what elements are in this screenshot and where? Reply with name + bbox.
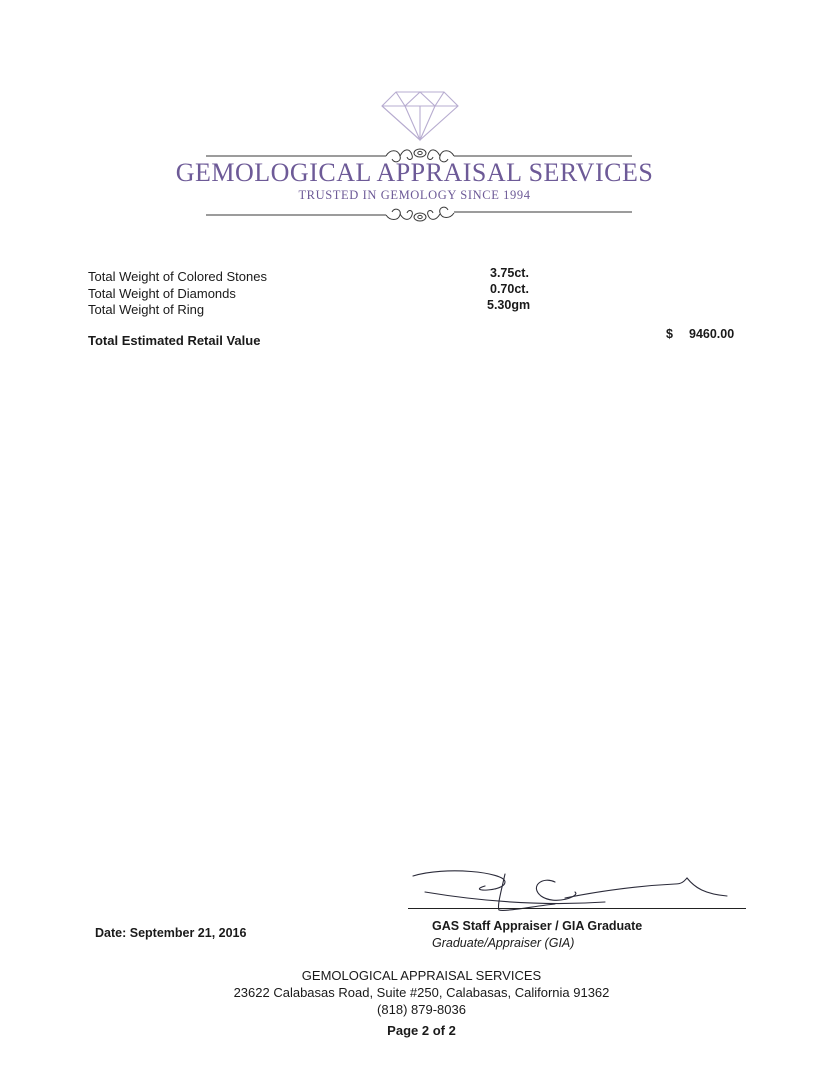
appraisal-date: Date: September 21, 2016 (95, 926, 247, 940)
signature-line (408, 908, 746, 909)
total-currency-symbol: $ (666, 327, 673, 341)
logo-tagline: TRUSTED IN GEMOLOGY SINCE 1994 (298, 188, 531, 202)
diamond-icon (382, 92, 458, 140)
appraiser-subtitle: Graduate/Appraiser (GIA) (432, 936, 575, 950)
colored-stones-weight-label: Total Weight of Colored Stones (88, 269, 267, 284)
company-logo (0, 0, 829, 240)
footer-address: 23622 Calabasas Road, Suite #250, Calabasas, California 91362 (233, 985, 610, 1000)
footer-company-name: GEMOLOGICAL APPRAISAL SERVICES (301, 968, 542, 983)
appraiser-title: GAS Staff Appraiser / GIA Graduate (432, 919, 643, 933)
ornament-bottom (206, 207, 632, 221)
total-value-label: Total Estimated Retail Value (88, 333, 261, 348)
diamonds-weight-value: 0.70ct. (490, 282, 529, 296)
colored-stones-weight-value: 3.75ct. (490, 266, 529, 280)
footer-phone: (818) 879-8036 (377, 1002, 466, 1017)
ring-weight-value: 5.30gm (487, 298, 531, 312)
ring-weight-label: Total Weight of Ring (88, 302, 205, 317)
diamonds-weight-label: Total Weight of Diamonds (88, 286, 236, 301)
page-number: Page 2 of 2 (387, 1023, 456, 1038)
signature-graphic (405, 862, 740, 914)
total-value-amount: 9460.00 (689, 327, 735, 341)
logo-company-name: GEMOLOGICAL APPRAISAL SERVICES (175, 158, 654, 187)
